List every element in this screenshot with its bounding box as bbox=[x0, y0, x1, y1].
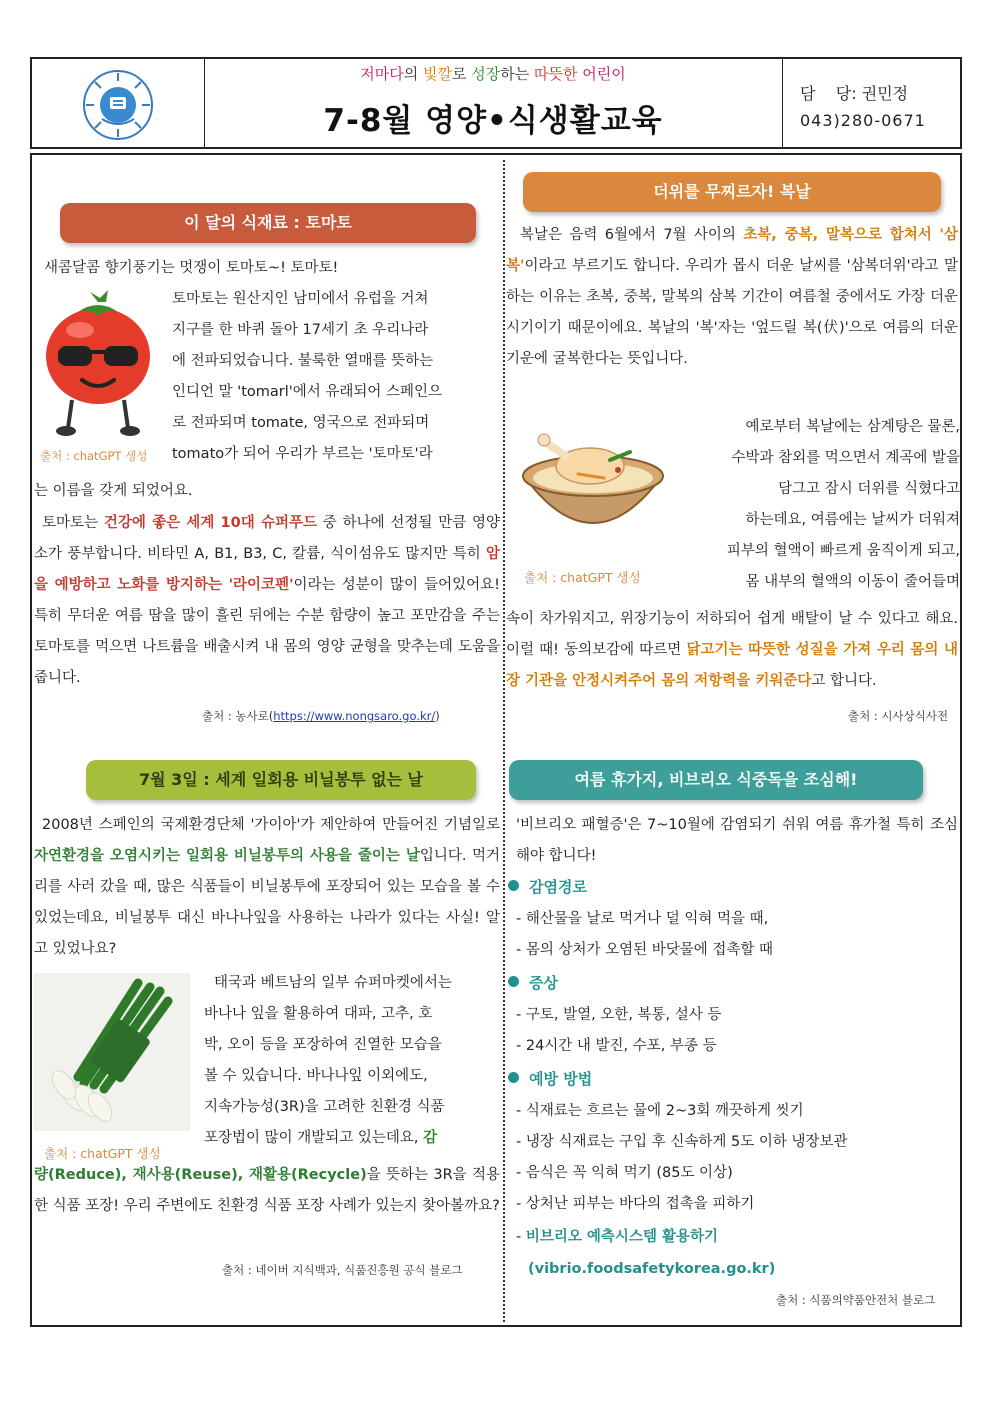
highlight-sambok: 초복, 중복, 말복으로 합쳐서 '삼복' bbox=[506, 227, 958, 274]
text-line: tomato가 되어 우리가 부르는 '토마토'라 bbox=[172, 446, 433, 462]
tomato-heading: 이 달의 식재료 : 토마토 bbox=[60, 203, 476, 243]
vibrio-section-infection bbox=[508, 876, 587, 897]
text-run: 2008년 스페인의 국제환경단체 '가이아'가 제안하여 만들어진 기념일로 bbox=[42, 817, 500, 833]
slogan-part: 로 bbox=[452, 65, 472, 83]
text-line: 수박과 참외를 먹으면서 계곡에 발을 bbox=[731, 450, 960, 466]
bullet-dot-icon bbox=[508, 880, 519, 891]
tomato-source bbox=[202, 708, 440, 724]
text-run: 을 뜻하는 3R을 적용한 식품 포장! 우리 주변에도 친환경 식품 포장 사례가 있는지 찾아볼까요? bbox=[34, 1167, 500, 1214]
bullet-dot-icon bbox=[508, 1072, 519, 1083]
section-title: 감염경로 bbox=[529, 878, 587, 896]
tomato-intro: 새콤달콤 향기풍기는 멋쟁이 토마토~! 토마토! bbox=[44, 260, 339, 276]
text-line: 로 전파되며 tomate, 영국으로 전파되며 bbox=[172, 415, 430, 431]
slogan-part: 따뜻한 bbox=[534, 65, 578, 83]
tomato-sunglasses-icon bbox=[38, 290, 158, 440]
text-run: 속이 차가워지고, 위장기능이 저하되어 쉽게 배탈이 날 수 있다고 해요. 이럴 때! 동의보감에 따르면 bbox=[506, 611, 958, 658]
green-onion-bundle-icon bbox=[34, 973, 190, 1131]
plasticbag-image-credit: 출처 : chatGPT 생성 bbox=[44, 1146, 161, 1161]
slogan-part: 의 bbox=[403, 65, 424, 83]
contact-phone: 043)280-0671 bbox=[800, 111, 926, 130]
school-slogan bbox=[204, 63, 782, 84]
list-item: - 냉장 식재료는 구입 후 신속하게 5도 이하 냉장보관 bbox=[516, 1134, 848, 1150]
plasticbag-paragraph-2 bbox=[204, 968, 500, 1154]
column-divider bbox=[503, 160, 505, 1322]
plasticbag-paragraph-1 bbox=[34, 810, 500, 965]
highlight-chicken: 닭고기는 따뜻한 성질을 가져 우리 몸의 내장 기관을 안정시켜주어 몸의 저항력을 키워준다 bbox=[506, 642, 959, 689]
text-line: 볼 수 있습니다. 바나나잎 이외에도, bbox=[204, 1068, 428, 1084]
highlight-3r-start: 감 bbox=[423, 1130, 438, 1146]
contact-person: 담 당: 권민정 bbox=[800, 84, 909, 103]
text-line: 예로부터 복날에는 삼계탕은 물론, bbox=[745, 419, 960, 435]
boknal-heading: 더위를 무찌르자! 복날 bbox=[523, 172, 941, 212]
plasticbag-paragraph-2-tail bbox=[34, 1160, 500, 1222]
tomato-paragraph-1 bbox=[172, 284, 500, 470]
text-line bbox=[204, 1123, 500, 1154]
header-box bbox=[30, 57, 962, 149]
text-line: 태국과 베트남의 일부 슈퍼마켓에서는 bbox=[214, 975, 452, 991]
text-line: 토마토는 원산지인 남미에서 유럽을 거쳐 bbox=[172, 291, 429, 307]
text-line: 인디언 말 'tomarl'에서 유래되어 스페인으 bbox=[172, 384, 443, 400]
text-run: 중 하나에 선정될 만큼 영양소가 풍부합니다. 비타민 A, B1, B3, C, 칼륨, 식이섬유도 많지만 특히 bbox=[34, 515, 501, 562]
boknal-paragraph-2 bbox=[672, 412, 960, 598]
text-line: 지구를 한 바퀴 돌아 17세기 초 우리나라 bbox=[172, 322, 429, 338]
highlight-3r: 량(Reduce), 재사용(Reuse), 재활용(Recycle) bbox=[34, 1167, 367, 1183]
slogan-part: 빛깔 bbox=[423, 65, 452, 83]
text-line: 지속가능성(3R)을 고려한 친환경 식품 bbox=[204, 1099, 445, 1115]
nongsaro-link[interactable]: https://www.nongsaro.go.kr/ bbox=[273, 709, 436, 723]
text-line: 담그고 잠시 더위를 식혔다고 bbox=[778, 481, 960, 497]
highlight-bag-free-day: 자연환경을 오염시키는 일회용 비닐봉투의 사용을 줄이는 날 bbox=[34, 848, 420, 864]
plasticbag-heading: 7월 3일 : 세계 일회용 비닐봉투 없는 날 bbox=[86, 760, 476, 800]
text-run: 이라고 부르기도 합니다. 우리가 몹시 더운 날씨를 '삼복더위'라고 말하는 이유는 초복, 중복, 말복의 삼복 기간이 여름철 중에서도 가장 더운 시기이기 때문이에요. 복날의 '복'자는 '엎드릴 복(伏)'으로 여름의 더운 기운에 굴복한다는 뜻입니다. bbox=[506, 258, 958, 367]
vibrio-system-label: 비브리오 예측시스템 활용하기 bbox=[525, 1229, 719, 1245]
boknal-paragraph-2-tail bbox=[506, 604, 958, 697]
text-line: 에 전파되었습니다. 불룩한 열매를 뜻하는 bbox=[172, 353, 434, 369]
vibrio-intro: '비브리오 패혈증'은 7~10월에 감염되기 쉬워 여름 휴가철 특히 조심해야 합니다! bbox=[516, 817, 958, 864]
boknal-paragraph-1 bbox=[506, 220, 958, 375]
text-line: 몸 내부의 혈액의 이동이 줄어들며 bbox=[745, 574, 960, 590]
tomato-paragraph-2 bbox=[34, 508, 500, 694]
tomato-paragraph-1-tail: 는 이름을 갖게 되었어요. bbox=[34, 483, 193, 499]
slogan-part: 저마다 bbox=[360, 65, 404, 83]
text-run: 토마토는 bbox=[42, 515, 104, 531]
list-item: - 해산물을 날로 먹거나 덜 익혀 먹을 때, bbox=[516, 911, 769, 927]
slogan-part: 하는 bbox=[500, 65, 534, 83]
url-text: (vibrio.foodsafetykorea.go.kr) bbox=[528, 1261, 776, 1277]
list-item: - 24시간 내 발진, 수포, 부종 등 bbox=[516, 1038, 717, 1054]
boknal-image-credit: 출처 : chatGPT 생성 bbox=[524, 570, 641, 585]
vibrio-source: 출처 : 식품의약품안전처 블로그 bbox=[776, 1293, 936, 1307]
list-item: - 비브리오 예측시스템 활용하기 bbox=[516, 1229, 719, 1245]
section-title: 증상 bbox=[529, 974, 558, 992]
list-item: - 식재료는 흐르는 물에 2~3회 깨끗하게 씻기 bbox=[516, 1103, 804, 1119]
tomato-image-credit: 출처 : chatGPT 생성 bbox=[40, 449, 148, 463]
text-line: 피부의 혈액이 빠르게 움직이게 되고, bbox=[726, 543, 960, 559]
text-run: 고 합니다. bbox=[811, 673, 877, 689]
text-line: 박, 오이 등을 포장하여 진열한 모습을 bbox=[204, 1037, 442, 1053]
list-item: - 몸의 상처가 오염된 바닷물에 접촉할 때 bbox=[516, 942, 773, 958]
plasticbag-source: 출처 : 네이버 지식백과, 식품진흥원 공식 블로그 bbox=[222, 1263, 463, 1277]
text-run: 복날은 음력 6월에서 7월 사이의 bbox=[520, 227, 744, 243]
slogan-part: 성장 bbox=[471, 65, 501, 83]
vibrio-section-prevention bbox=[508, 1068, 592, 1089]
text-line: 바나나 잎을 활용하여 대파, 고추, 호 bbox=[204, 1006, 433, 1022]
source-label: 출처 : 농사로( bbox=[202, 709, 274, 723]
vibrio-heading: 여름 휴가지, 비브리오 식중독을 조심해! bbox=[509, 760, 923, 800]
highlight-superfood: 건강에 좋은 세계 10대 슈퍼푸드 bbox=[103, 515, 317, 531]
title-cell bbox=[204, 59, 783, 147]
logo-cell bbox=[32, 59, 205, 147]
highlight-lycopene: 암을 예방하고 노화를 방지하는 '라이코펜' bbox=[34, 546, 500, 593]
source-end: ) bbox=[435, 709, 440, 723]
samgyetang-bowl-icon bbox=[518, 420, 668, 560]
text-line: 하는데요, 여름에는 날씨가 더워져 bbox=[745, 512, 960, 528]
slogan-part: 어린이 bbox=[577, 65, 626, 83]
school-logo-icon bbox=[80, 67, 156, 143]
boknal-source: 출처 : 시사상식사전 bbox=[848, 709, 949, 723]
list-item: - 상처난 피부는 바다의 접촉을 피하기 bbox=[516, 1196, 755, 1212]
text-run: 이라는 성분이 많이 들어있어요! 특히 무더운 여름 땀을 많이 흘린 뒤에는 수분 함량이 높고 포만감을 주는 토마토를 먹으면 나트륨을 배출시켜 내 몸의 영양 균형을 맞추는데 도움을 줍니다. bbox=[34, 577, 500, 686]
text-run: 입니다. 먹거리를 사러 갔을 때, 많은 식품들이 비닐봉투에 포장되어 있는 모습을 볼 수 있었는데요, 비닐봉투 대신 바나나잎을 사용하는 나라가 있다는 사실! 알고 있었나요? bbox=[34, 848, 500, 957]
list-item: - 음식은 꼭 익혀 먹기 (85도 이상) bbox=[516, 1165, 733, 1181]
section-title: 예방 방법 bbox=[529, 1070, 593, 1088]
vibrio-system-url[interactable] bbox=[528, 1254, 775, 1285]
contact-cell bbox=[782, 59, 960, 147]
text-run: 포장법이 많이 개발되고 있는데요, bbox=[204, 1130, 424, 1146]
bullet-dot-icon bbox=[508, 976, 519, 987]
vibrio-section-symptoms bbox=[508, 972, 558, 993]
list-item: - 구토, 발열, 오한, 복통, 설사 등 bbox=[516, 1007, 722, 1023]
page-title: 7-8월 영양•식생활교육 bbox=[323, 103, 663, 139]
